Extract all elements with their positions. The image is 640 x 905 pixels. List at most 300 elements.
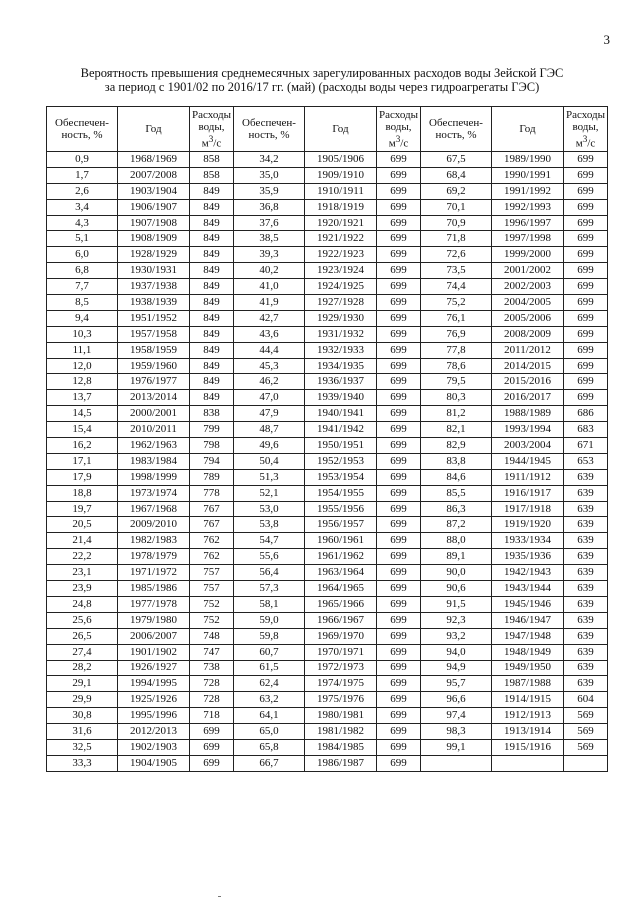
flow-cell: 757 [190,565,234,581]
table-row [47,390,608,406]
probability-cell: 30,8 [47,708,118,724]
year-cell: 1923/1924 [305,263,377,279]
probability-cell: 59,8 [234,628,305,644]
probability-cell: 1,7 [47,167,118,183]
probability-cell: 13,7 [47,390,118,406]
year-cell: 1991/1992 [492,183,564,199]
flow-cell: 699 [377,279,421,295]
flow-cell: 757 [190,581,234,597]
title-line-1: Вероятность превышения среднемесячных зарегулированных расходов воды Зейской ГЭС [80,66,564,80]
flow-cell [564,755,608,771]
flow-cell: 699 [377,406,421,422]
flow-cell: 699 [377,708,421,724]
year-cell: 1990/1991 [492,167,564,183]
flow-cell: 639 [564,581,608,597]
flow-cell: 747 [190,644,234,660]
table-row [47,326,608,342]
flow-cell: 849 [190,231,234,247]
flow-cell: 699 [377,501,421,517]
flow-cell: 699 [377,199,421,215]
flow-cell: 699 [377,295,421,311]
probability-cell: 65,0 [234,724,305,740]
probability-cell [421,755,492,771]
probability-cell: 72,6 [421,247,492,263]
flow-cell: 849 [190,326,234,342]
table-row [47,199,608,215]
probability-cell: 75,2 [421,295,492,311]
table-row [47,279,608,295]
probability-cell: 53,8 [234,517,305,533]
probability-cell: 47,0 [234,390,305,406]
probability-cell: 17,9 [47,469,118,485]
probability-cell: 44,4 [234,342,305,358]
year-cell: 1925/1926 [118,692,190,708]
table-row [47,263,608,279]
table-row [47,724,608,740]
flow-cell: 699 [377,469,421,485]
year-cell: 1936/1937 [305,374,377,390]
year-cell: 1927/1928 [305,295,377,311]
probability-cell: 84,6 [421,469,492,485]
probability-cell: 82,1 [421,422,492,438]
year-cell: 1935/1936 [492,549,564,565]
year-cell: 1978/1979 [118,549,190,565]
year-cell: 1950/1951 [305,438,377,454]
flow-cell: 699 [377,612,421,628]
table-row [47,501,608,517]
flow-cell: 699 [377,263,421,279]
flow-cell: 849 [190,310,234,326]
flow-cell: 699 [564,183,608,199]
flow-cell: 699 [377,549,421,565]
year-cell: 1931/1932 [305,326,377,342]
flow-cell: 849 [190,215,234,231]
probability-cell: 31,6 [47,724,118,740]
probability-cell: 35,0 [234,167,305,183]
flow-cell: 639 [564,469,608,485]
probability-cell: 22,2 [47,549,118,565]
flow-cell: 699 [377,533,421,549]
probability-cell: 57,3 [234,581,305,597]
flow-cell: 699 [377,152,421,168]
flow-cell: 699 [377,517,421,533]
year-cell: 1943/1944 [492,581,564,597]
year-cell: 1966/1967 [305,612,377,628]
flow-cell: 699 [377,438,421,454]
table-row [47,676,608,692]
flow-cell: 639 [564,660,608,676]
probability-cell: 66,7 [234,755,305,771]
probability-cell: 87,2 [421,517,492,533]
probability-cell: 24,8 [47,596,118,612]
table-row [47,581,608,597]
year-cell: 1933/1934 [492,533,564,549]
year-cell: 1949/1950 [492,660,564,676]
flow-cell: 767 [190,517,234,533]
year-cell: 2008/2009 [492,326,564,342]
flow-cell: 699 [377,644,421,660]
probability-cell: 51,3 [234,469,305,485]
flow-cell: 699 [377,660,421,676]
probability-cell: 82,9 [421,438,492,454]
probability-cell: 7,7 [47,279,118,295]
year-cell: 1987/1988 [492,676,564,692]
year-cell: 1956/1957 [305,517,377,533]
year-cell: 2013/2014 [118,390,190,406]
year-cell: 1948/1949 [492,644,564,660]
header-flow: Расходы воды, $м^3/с$ [190,107,234,152]
year-cell: 1918/1919 [305,199,377,215]
table-row [47,469,608,485]
probability-cell: 55,6 [234,549,305,565]
flow-cell: 849 [190,342,234,358]
year-cell: 1971/1972 [118,565,190,581]
year-cell: 1953/1954 [305,469,377,485]
flow-cell: 569 [564,739,608,755]
probability-cell: 29,1 [47,676,118,692]
probability-cell: 96,6 [421,692,492,708]
table-row [47,422,608,438]
flow-cell: 699 [377,581,421,597]
flow-cell: 639 [564,596,608,612]
flow-cell: 699 [564,374,608,390]
year-cell: 1962/1963 [118,438,190,454]
flow-cell: 639 [564,501,608,517]
year-cell: 1915/1916 [492,739,564,755]
probability-cell: 56,4 [234,565,305,581]
year-cell: 2001/2002 [492,263,564,279]
flow-cell: 699 [377,755,421,771]
year-cell: 1957/1958 [118,326,190,342]
year-cell: 1952/1953 [305,453,377,469]
table-row [47,183,608,199]
year-cell: 1975/1976 [305,692,377,708]
probability-cell: 93,2 [421,628,492,644]
probability-cell: 99,1 [421,739,492,755]
year-cell: 1963/1964 [305,565,377,581]
probability-cell: 20,5 [47,517,118,533]
flow-cell: 752 [190,596,234,612]
table-row [47,755,608,771]
year-cell [492,755,564,771]
probability-cell: 85,5 [421,485,492,501]
probability-cell: 88,0 [421,533,492,549]
table-row [47,167,608,183]
year-cell: 1959/1960 [118,358,190,374]
year-cell: 1929/1930 [305,310,377,326]
year-cell: 1951/1952 [118,310,190,326]
flow-cell: 752 [190,612,234,628]
probability-cell: 83,8 [421,453,492,469]
year-cell: 2012/2013 [118,724,190,740]
year-cell: 2006/2007 [118,628,190,644]
flow-cell: 699 [377,485,421,501]
probability-cell: 70,1 [421,199,492,215]
table-row [47,644,608,660]
probability-cell: 94,9 [421,660,492,676]
probability-cell: 78,6 [421,358,492,374]
probability-cell: 61,5 [234,660,305,676]
header-year: Год [492,107,564,152]
flow-cell: 639 [564,517,608,533]
probability-cell: 6,0 [47,247,118,263]
probability-cell: 23,9 [47,581,118,597]
probability-cell: 52,1 [234,485,305,501]
probability-cell: 45,3 [234,358,305,374]
probability-cell: 23,1 [47,565,118,581]
probability-cell: 58,1 [234,596,305,612]
probability-cell: 19,7 [47,501,118,517]
year-cell: 1906/1907 [118,199,190,215]
flow-cell: 686 [564,406,608,422]
flow-cell: 738 [190,660,234,676]
year-cell: 1901/1902 [118,644,190,660]
flow-cell: 604 [564,692,608,708]
table-row [47,295,608,311]
probability-cell: 25,6 [47,612,118,628]
flow-cell: 699 [377,231,421,247]
table-row [47,660,608,676]
probability-cell: 27,4 [47,644,118,660]
year-cell: 2015/2016 [492,374,564,390]
year-cell: 1983/1984 [118,453,190,469]
table-title [40,66,604,94]
probability-cell: 36,8 [234,199,305,215]
probability-cell: 90,6 [421,581,492,597]
probability-cell: 33,3 [47,755,118,771]
year-cell: 1941/1942 [305,422,377,438]
table-row [47,485,608,501]
year-cell: 1981/1982 [305,724,377,740]
probability-cell: 29,9 [47,692,118,708]
year-cell: 1982/1983 [118,533,190,549]
probability-cell: 76,9 [421,326,492,342]
table-row [47,374,608,390]
title-line-2: за период с 1901/02 по 2016/17 гг. (май) (расходы воды через гидроагрегаты ГЭС) [104,80,540,94]
flow-cell: 699 [377,167,421,183]
flow-cell: 767 [190,501,234,517]
year-cell: 1986/1987 [305,755,377,771]
flow-cell: 699 [564,310,608,326]
flow-cell: 849 [190,279,234,295]
year-cell: 1973/1974 [118,485,190,501]
year-cell: 1977/1978 [118,596,190,612]
probability-cell: 94,0 [421,644,492,660]
probability-cell: 95,7 [421,676,492,692]
probability-cell: 9,4 [47,310,118,326]
year-cell: 1904/1905 [118,755,190,771]
probability-cell: 10,3 [47,326,118,342]
probability-cell: 21,4 [47,533,118,549]
year-cell: 1913/1914 [492,724,564,740]
probability-cell: 0,9 [47,152,118,168]
flow-cell: 728 [190,692,234,708]
probability-cell: 35,9 [234,183,305,199]
table-row [47,692,608,708]
flow-cell: 699 [377,247,421,263]
year-cell: 1993/1994 [492,422,564,438]
flow-cell: 699 [377,422,421,438]
flow-cell: 794 [190,453,234,469]
probability-cell: 49,6 [234,438,305,454]
probability-cell: 26,5 [47,628,118,644]
flow-cell: 699 [377,453,421,469]
probability-cell: 17,1 [47,453,118,469]
flow-cell: 798 [190,438,234,454]
flow-cell: 653 [564,453,608,469]
flow-cell: 699 [564,199,608,215]
year-cell: 1917/1918 [492,501,564,517]
year-cell: 1903/1904 [118,183,190,199]
flow-cell: 699 [190,739,234,755]
probability-cell: 47,9 [234,406,305,422]
probability-cell: 79,5 [421,374,492,390]
flow-cell: 699 [377,390,421,406]
year-cell: 1989/1990 [492,152,564,168]
flow-cell: 639 [564,628,608,644]
probability-cell: 86,3 [421,501,492,517]
year-cell: 2016/2017 [492,390,564,406]
probability-cell: 97,4 [421,708,492,724]
year-cell: 1998/1999 [118,469,190,485]
flow-cell: 699 [377,565,421,581]
flow-cell: 569 [564,724,608,740]
flow-cell: 699 [377,628,421,644]
probability-cell: 28,2 [47,660,118,676]
year-cell: 1945/1946 [492,596,564,612]
probability-cell: 2,6 [47,183,118,199]
flow-cell: 849 [190,247,234,263]
flow-cell: 799 [190,422,234,438]
probability-cell: 98,3 [421,724,492,740]
probability-cell: 54,7 [234,533,305,549]
flow-cell: 639 [564,565,608,581]
flow-cell: 699 [564,215,608,231]
year-cell: 1996/1997 [492,215,564,231]
year-cell: 1916/1917 [492,485,564,501]
table-row [47,708,608,724]
year-cell: 1908/1909 [118,231,190,247]
year-cell: 1902/1903 [118,739,190,755]
probability-cell: 42,7 [234,310,305,326]
year-cell: 1997/1998 [492,231,564,247]
flow-cell: 699 [564,152,608,168]
probability-cell: 77,8 [421,342,492,358]
year-cell: 1930/1931 [118,263,190,279]
table-row [47,152,608,168]
probability-cell: 69,2 [421,183,492,199]
table-row [47,517,608,533]
probability-cell: 91,5 [421,596,492,612]
probability-cell: 12,0 [47,358,118,374]
flow-cell: 683 [564,422,608,438]
year-cell: 2005/2006 [492,310,564,326]
probability-cell: 32,5 [47,739,118,755]
flow-cell: 699 [377,692,421,708]
flow-cell: 639 [564,485,608,501]
flow-cell: 849 [190,199,234,215]
probability-cell: 15,4 [47,422,118,438]
table-row [47,231,608,247]
year-cell: 1985/1986 [118,581,190,597]
table-row [47,596,608,612]
flow-cell: 699 [377,358,421,374]
year-cell: 1967/1968 [118,501,190,517]
flow-cell: 699 [190,755,234,771]
flow-cell: 671 [564,438,608,454]
flow-cell: 699 [564,295,608,311]
year-cell: 1988/1989 [492,406,564,422]
probability-cell: 4,3 [47,215,118,231]
year-cell: 1909/1910 [305,167,377,183]
probability-cell: 8,5 [47,295,118,311]
flow-cell: 699 [377,326,421,342]
probability-cell: 73,5 [421,263,492,279]
year-cell: 1992/1993 [492,199,564,215]
flow-cell: 849 [190,374,234,390]
flow-cell: 849 [190,358,234,374]
probability-cell: 37,6 [234,215,305,231]
flow-cell: 699 [377,724,421,740]
flow-cell: 699 [564,342,608,358]
year-cell: 1965/1966 [305,596,377,612]
year-cell: 1907/1908 [118,215,190,231]
year-cell: 2014/2015 [492,358,564,374]
probability-cell: 38,5 [234,231,305,247]
probability-cell: 81,2 [421,406,492,422]
flow-cell: 699 [377,596,421,612]
probability-cell: 43,6 [234,326,305,342]
probability-cell: 5,1 [47,231,118,247]
table-body [47,152,608,772]
year-cell: 1905/1906 [305,152,377,168]
table-row [47,358,608,374]
year-cell: 1995/1996 [118,708,190,724]
header-flow: Расходы воды, $м^3/с$ [377,107,421,152]
flow-cell: 762 [190,533,234,549]
flow-cell: 699 [377,215,421,231]
flow-cell: 699 [377,183,421,199]
header-year: Год [305,107,377,152]
header-probability: Обеспечен- ность, % [234,107,305,152]
year-cell: 1999/2000 [492,247,564,263]
year-cell: 2010/2011 [118,422,190,438]
year-cell: 2000/2001 [118,406,190,422]
probability-cell: 89,1 [421,549,492,565]
flow-cell: 789 [190,469,234,485]
flow-cell: 699 [377,310,421,326]
flow-cell: 699 [564,279,608,295]
table-row [47,739,608,755]
flow-cell: 858 [190,167,234,183]
probability-cell: 39,3 [234,247,305,263]
table-row [47,406,608,422]
flow-cell: 858 [190,152,234,168]
flow-cell: 699 [564,358,608,374]
probability-cell: 80,3 [421,390,492,406]
year-cell: 2002/2003 [492,279,564,295]
probability-cell: 48,7 [234,422,305,438]
year-cell: 1980/1981 [305,708,377,724]
year-cell: 1984/1985 [305,739,377,755]
table-row [47,438,608,454]
year-cell: 1934/1935 [305,358,377,374]
probability-cell: 50,4 [234,453,305,469]
year-cell: 1932/1933 [305,342,377,358]
flow-cell: 569 [564,708,608,724]
flow-cell: 699 [190,724,234,740]
probability-cell: 90,0 [421,565,492,581]
